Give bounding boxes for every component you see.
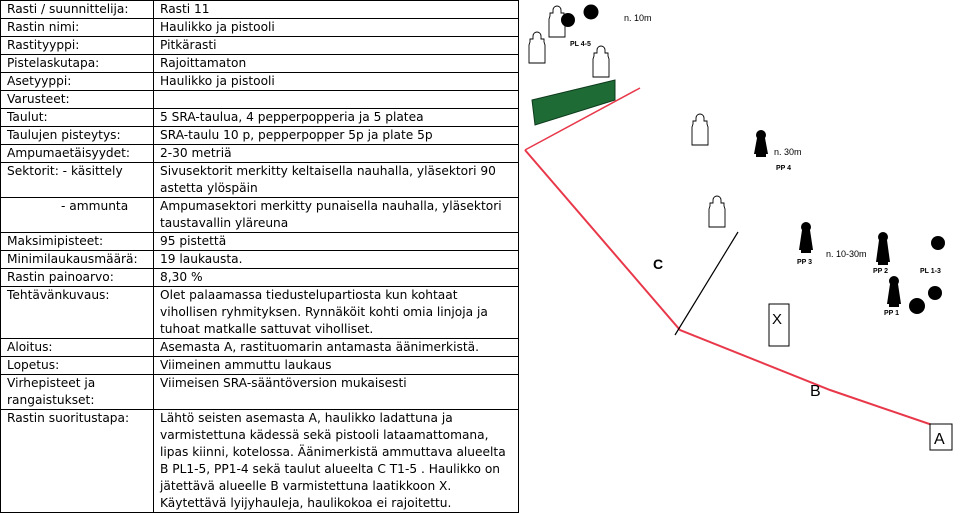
table-row — [1, 109, 519, 127]
pepper-popper-icon — [754, 130, 768, 157]
range-boundary-line — [525, 150, 947, 430]
label-box-x: X — [772, 311, 783, 328]
row-label: Maksimipisteet: — [1, 233, 154, 251]
sra-target-icon — [692, 114, 708, 145]
row-value: 95 pistettä — [154, 233, 519, 251]
pepper-popper-icon — [887, 276, 901, 307]
plate-icon — [928, 286, 942, 300]
sra-target-icon — [709, 196, 725, 227]
row-label: Ampumaetäisyydet: — [1, 145, 154, 163]
pepper-popper-icon — [799, 222, 813, 253]
label-pl-4-5: PL 4-5 — [570, 41, 591, 48]
area-divider-line — [675, 232, 738, 335]
table-row — [1, 251, 519, 269]
row-label: Minimilaukausmäärä: — [1, 251, 154, 269]
table-row — [1, 127, 519, 145]
row-value: 5 SRA-taulua, 4 pepperpopperia ja 5 platea — [154, 109, 519, 127]
label-pl-1-3: PL 1-3 — [920, 268, 941, 275]
label-area-c: C — [653, 256, 664, 272]
table-row — [1, 375, 519, 410]
label-distance-30m: n. 30m — [774, 147, 802, 157]
row-value: Asemasta A, rastituomarin antamasta äänimerkistä. — [154, 339, 519, 357]
label-start-a: A — [934, 431, 945, 448]
plate-icon — [561, 13, 575, 27]
table-row — [1, 357, 519, 375]
label-distance-10m: n. 10m — [624, 13, 652, 23]
row-label: Asetyyppi: — [1, 73, 154, 91]
row-value: Haulikko ja pistooli — [154, 73, 519, 91]
row-label: Rasti / suunnittelija: — [1, 1, 154, 19]
row-value — [154, 91, 519, 109]
row-label: Rastityyppi: — [1, 37, 154, 55]
row-label: - ammunta — [1, 198, 154, 233]
row-value: Olet palaamassa tiedustelupartiosta kun kohtaat vihollisen ryhmityksen. Rynnäköit kohti omia linjoja ja tuhoat matkalle sattuvat viholliset. — [154, 287, 519, 339]
label-area-b: B — [810, 383, 821, 400]
row-label: Pistelaskutapa: — [1, 55, 154, 73]
label-pp-1: PP 1 — [884, 310, 900, 317]
table-row — [1, 198, 519, 233]
table-row — [1, 233, 519, 251]
row-value: 8,30 % — [154, 269, 519, 287]
table-row — [1, 73, 519, 91]
plate-icon — [584, 5, 599, 20]
label-distance-10-30m: n. 10-30m — [826, 249, 867, 259]
plate-icon — [909, 298, 925, 314]
row-value: Rasti 11 — [154, 1, 519, 19]
row-value: Rajoittamaton — [154, 55, 519, 73]
table-row — [1, 91, 519, 109]
row-label: Rastin nimi: — [1, 19, 154, 37]
pepper-popper-icon — [876, 232, 890, 265]
row-label: Taulujen pisteytys: — [1, 127, 154, 145]
table-row — [1, 410, 519, 513]
plate-icon — [931, 236, 945, 250]
table-row — [1, 269, 519, 287]
row-label: Rastin painoarvo: — [1, 269, 154, 287]
row-value: Lähtö seisten asemasta A, haulikko ladattuna ja varmistettuna kädessä sekä pistooli lataamattomana, lipas kiinni, kotelossa. Äänimerkistä ammuttava alueelta B PL1-5, PP1-4 sekä taulut alueelta C T1-5 . Haulikko on jätettävä alueelle B varmistettuna laatikkoon X. Käytettävä lyijyhauleja, haulikokoa ei rajoitettu. — [154, 410, 519, 513]
backstop-berm — [532, 80, 615, 125]
label-pp-4: PP 4 — [776, 165, 792, 172]
row-label: Taulut: — [1, 109, 154, 127]
row-label: Sektorit: - käsittely — [1, 163, 154, 198]
row-value: Sivusektorit merkitty keltaisella nauhalla, yläsektori 90 astetta ylöspäin — [154, 163, 519, 198]
stage-diagram — [520, 0, 960, 475]
table-row — [1, 287, 519, 339]
row-value: Viimeisen SRA-sääntöversion mukaisesti — [154, 375, 519, 410]
row-label: Tehtävänkuvaus: — [1, 287, 154, 339]
table-row — [1, 163, 519, 198]
row-label: Rastin suoritustapa: — [1, 410, 154, 513]
row-value: Ampumasektori merkitty punaisella nauhalla, yläsektori taustavallin yläreuna — [154, 198, 519, 233]
row-value: Viimeinen ammuttu laukaus — [154, 357, 519, 375]
sra-target-icon — [529, 32, 545, 63]
table-row — [1, 19, 519, 37]
label-pp-2: PP 2 — [873, 268, 889, 275]
row-value: SRA-taulu 10 p, pepperpopper 5p ja plate 5p — [154, 127, 519, 145]
table-row — [1, 37, 519, 55]
row-label: Varusteet: — [1, 91, 154, 109]
table-row — [1, 55, 519, 73]
sra-target-icon — [593, 46, 609, 77]
table-row — [1, 145, 519, 163]
row-label: Virhepisteet ja rangaistukset: — [1, 375, 154, 410]
table-row — [1, 339, 519, 357]
row-value: 2-30 metriä — [154, 145, 519, 163]
label-pp-3: PP 3 — [797, 259, 813, 266]
stage-diagram-svg — [520, 0, 960, 475]
table-row — [1, 1, 519, 19]
row-value: Haulikko ja pistooli — [154, 19, 519, 37]
row-label: Aloitus: — [1, 339, 154, 357]
row-value: Pitkärasti — [154, 37, 519, 55]
row-label: Lopetus: — [1, 357, 154, 375]
row-value: 19 laukausta. — [154, 251, 519, 269]
